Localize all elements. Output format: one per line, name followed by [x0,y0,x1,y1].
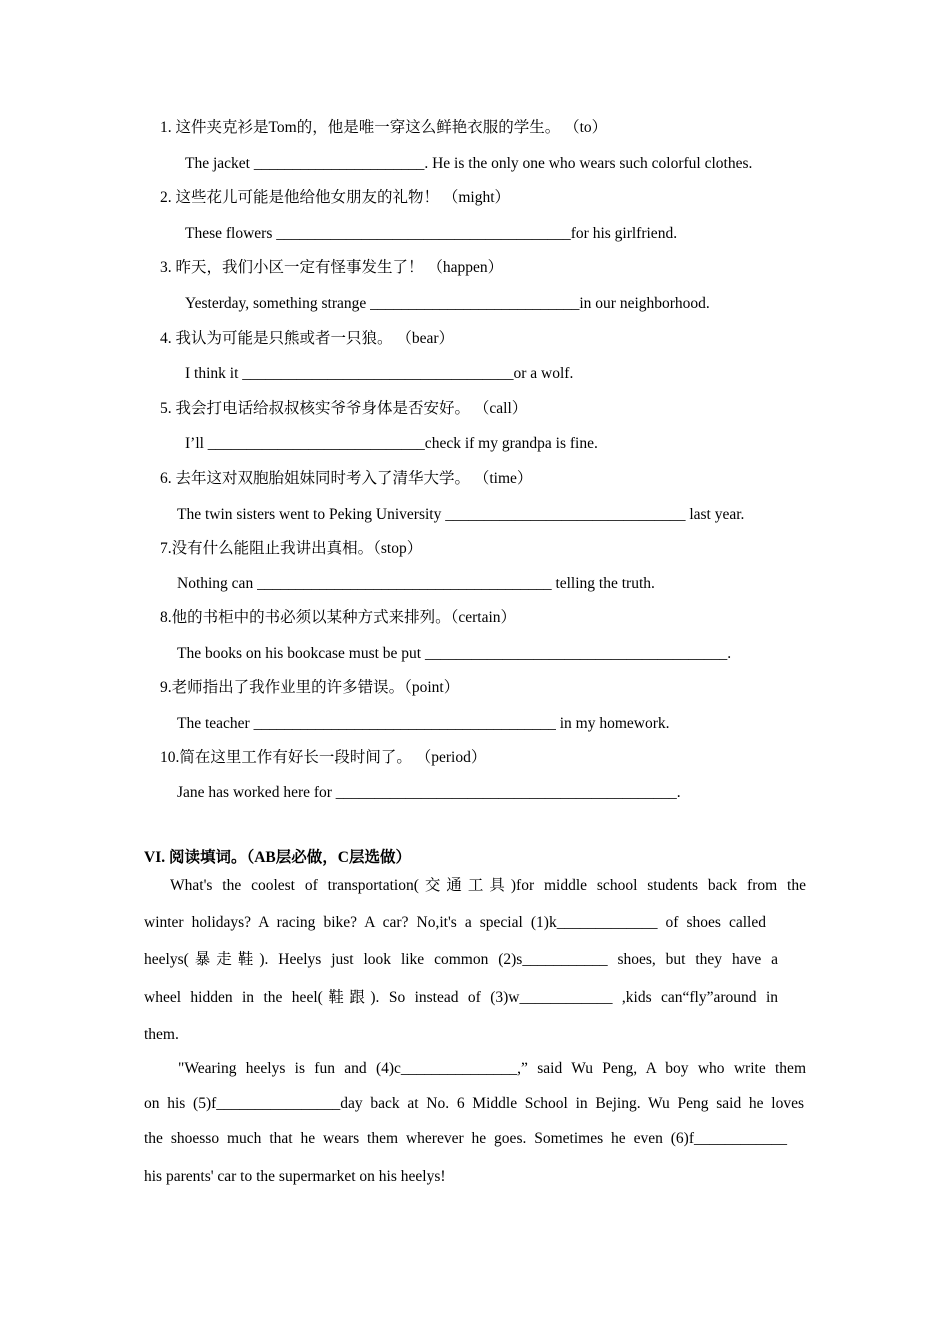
passage-line-2: winter holidays? A racing bike? A car? No,it's a special (1)k_____________ of shoes called [144,914,766,931]
question-4-chinese: 4. 我认为可能是只熊或者一只狼。 （bear） [160,330,455,347]
passage-line-7: on his (5)f________________day back at No. 6 Middle School in Bejing. Wu Peng said he loves [144,1095,804,1112]
question-1-english: The jacket ______________________. He is the only one who wears such colorful clothes. [185,155,753,172]
question-2-english: These flowers ______________________________________for his girlfriend. [185,225,678,242]
question-10-english: Jane has worked here for ____________________________________________. [177,784,681,801]
passage-line-8: the shoesso much that he wears them wherever he goes. Sometimes he even (6)f____________ [144,1130,787,1147]
question-6-chinese: 6. 去年这对双胞胎姐妹同时考入了清华大学。 （time） [160,470,533,487]
question-7-chinese: 7.没有什么能阻止我讲出真相。（stop） [160,540,423,557]
passage-line-9: his parents' car to the supermarket on his heelys! [144,1168,446,1185]
question-8-english: The books on his bookcase must be put _______________________________________. [177,645,732,662]
section-title: VI. 阅读填词。（AB层必做，C层选做） [144,849,411,866]
question-1-chinese: 1. 这件夹克衫是Tom的，他是唯一穿这么鲜艳衣服的学生。 （to） [160,119,608,136]
question-3-english: Yesterday, something strange ___________________________in our neighborhood. [185,295,710,312]
question-8-chinese: 8.他的书柜中的书必须以某种方式来排列。（certain） [160,609,517,626]
question-10-chinese: 10.简在这里工作有好长一段时间了。 （period） [160,749,487,766]
passage-line-5: them. [144,1026,179,1043]
question-4-english: I think it ___________________________________or a wolf. [185,365,574,382]
passage-line-1: What's the coolest of transportation(交通工具)for middle school students back from the [170,877,806,894]
passage-line-3: heelys(暴走鞋). Heelys just look like common (2)s___________ shoes, but they have a [144,951,778,968]
passage-line-6: "Wearing heelys is fun and (4)c_______________,” said Wu Peng, A boy who write them [178,1060,806,1077]
passage-line-4: wheel hidden in the heel(鞋跟). So instead of (3)w____________ ,kids can“fly”around in [144,989,778,1006]
question-2-chinese: 2. 这些花儿可能是他给他女朋友的礼物！ （might） [160,189,511,206]
question-9-chinese: 9.老师指出了我作业里的许多错误。（point） [160,679,460,696]
question-7-english: Nothing can ______________________________________ telling the truth. [177,575,655,592]
question-6-english: The twin sisters went to Peking University _______________________________ last year. [177,506,745,523]
question-5-english: I’ll ____________________________check if my grandpa is fine. [185,435,598,452]
question-9-english: The teacher _______________________________________ in my homework. [177,715,670,732]
question-3-chinese: 3. 昨天，我们小区一定有怪事发生了！ （happen） [160,259,504,276]
question-5-chinese: 5. 我会打电话给叔叔核实爷爷身体是否安好。 （call） [160,400,528,417]
